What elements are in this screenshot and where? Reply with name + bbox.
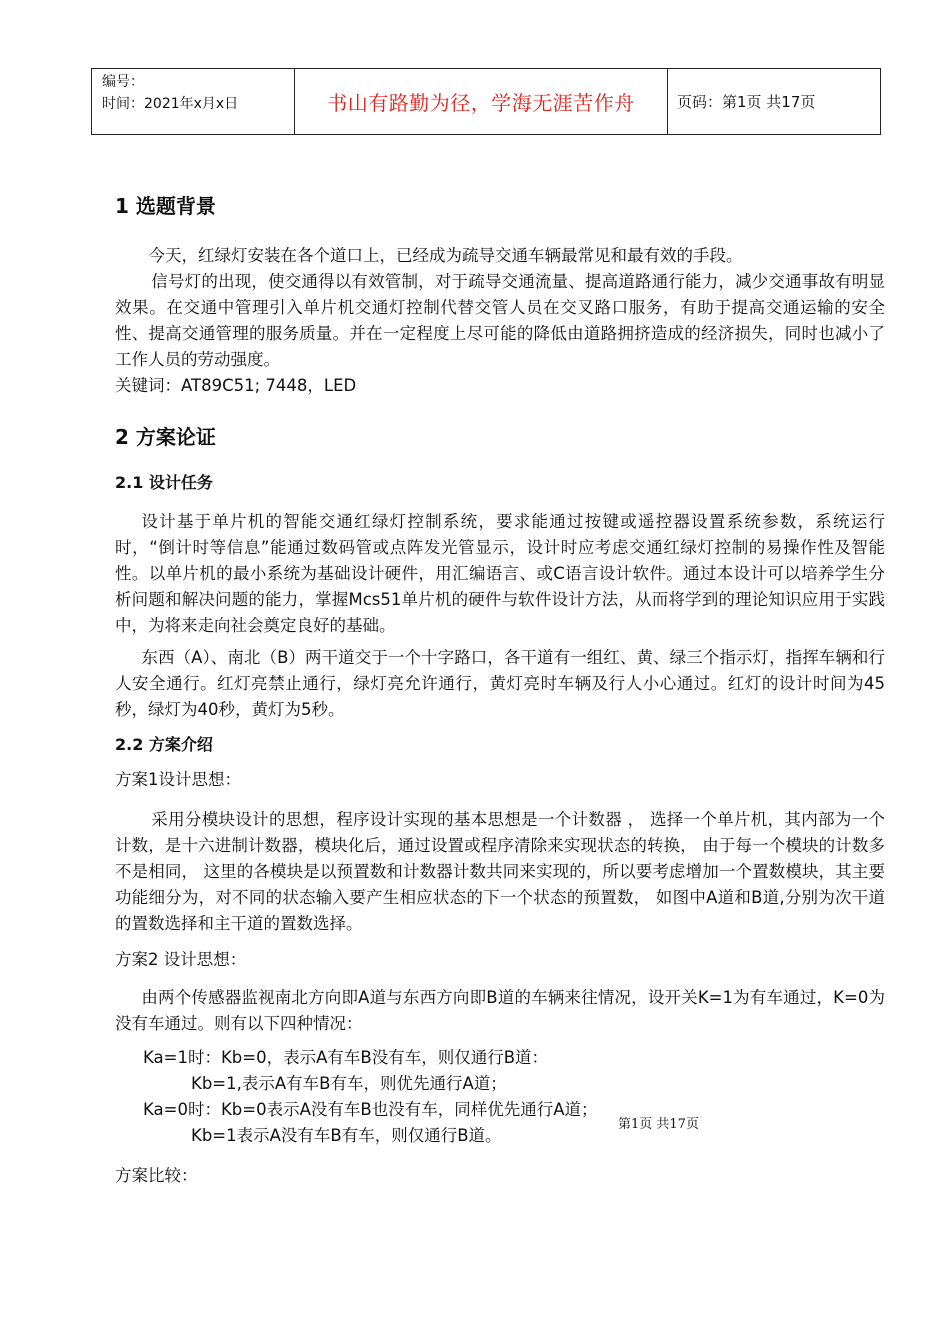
section-1-paragraph-1: 今天，红绿灯安装在各个道口上，已经成为疏导交通车辆最常见和最有效的手段。 (148, 246, 743, 265)
document-header-table (91, 68, 881, 135)
case-ka1-kb1: Kb=1,表示A有车B有车，则优先通行A道； (191, 1074, 507, 1093)
section-2-1-paragraph-1: 设计基于单片机的智能交通红绿灯控制系统，要求能通过按键或遥控器设置系统参数，系统运行时，“倒计时等信息”能通过数码管或点阵发光管显示，设计时应考虑交通红绿灯控制的易操作性及智能性。以单片机的最小系统为基础设计硬件，用汇编语言、或C语言设计软件。通过本设计可以培养学生分析问题和解决问题的能力，掌握Mcs51单片机的硬件与软件设计方法，从而将学到的理论知识应用于实践中，为将来走向社会奠定良好的基础。 (115, 512, 885, 635)
document-time-label: 时间：2021年x月x日 (102, 96, 239, 112)
section-1-paragraph-2: 信号灯的出现，使交通得以有效管制，对于疏导交通流量、提高道路通行能力，减少交通事故有明显效果。在交通中管理引入单片机交通灯控制代替交管人员在交叉路口服务，有助于提高交通运输的安全性、提高交通管理的服务质量。并在一定程度上尽可能的降低由道路拥挤造成的经济损失，同时也减小了工作人员的劳动强度。 (115, 272, 885, 369)
plan-2-title: 方案2 设计思想： (115, 950, 247, 969)
header-page-info: 页码：第1页 共17页 (677, 93, 816, 111)
plan-2-paragraph: 由两个传感器监视南北方向即A道与东西方向即B道的车辆来往情况，设开关K=1为有车通过，K=0为没有车通过。则有以下四种情况： (115, 988, 885, 1033)
section-2-title: 2 方案论证 (115, 425, 216, 449)
document-body (115, 180, 885, 1189)
case-ka0-kb0: Ka=0时：Kb=0表示A没有车B也没有车，同样优先通行A道； (143, 1100, 598, 1119)
section-1-title: 1 选题背景 (115, 194, 216, 218)
section-2-2-title: 2.2 方案介绍 (115, 735, 213, 754)
plan-1-title: 方案1设计思想： (115, 770, 241, 789)
header-motto: 书山有路勤为径，学海无涯苦作舟 (295, 69, 668, 134)
section-2-1-paragraph-2: 东西（A）、南北（B）两干道交于一个十字路口，各干道有一组红、黄、绿三个指示灯，指挥车辆和行人安全通行。红灯亮禁止通行，绿灯亮允许通行，黄灯亮时车辆及行人小心通过。红灯的设计时间为45秒，绿灯为40秒，黄灯为5秒。 (115, 648, 885, 719)
page-footer: 第1页 共17页 (618, 1117, 699, 1132)
plan-1-paragraph: 采用分模块设计的思想，程序设计实现的基本思想是一个计数器 ， 选择一个单片机，其内部为一个计数，是十六进制计数器，模块化后，通过设置或程序清除来实现状态的转换， 由于每一个模块的计数多不是相同， 这里的各模块是以预置数和计数器计数共同来实现的，所以要考虑增加一个置数模块，其主要功能细分为，对不同的状态输入要产生相应状态的下一个状态的预置数， 如图中A道和B道,分别为次干道的置数选择和主干道的置数选择。 (115, 810, 885, 933)
section-2-1-title: 2.1 设计任务 (115, 473, 213, 492)
header-meta-cell (92, 69, 295, 134)
case-ka0-kb1: Kb=1表示A没有车B有车，则仅通行B道。 (191, 1126, 502, 1145)
keywords-line: 关键词：AT89C51; 7448，LED (115, 376, 357, 395)
document-number-label: 编号： (102, 74, 144, 90)
plan-comparison-title: 方案比较： (115, 1166, 198, 1185)
case-ka1-kb0: Ka=1时：Kb=0，表示A有车B没有车，则仅通行B道： (143, 1048, 549, 1067)
